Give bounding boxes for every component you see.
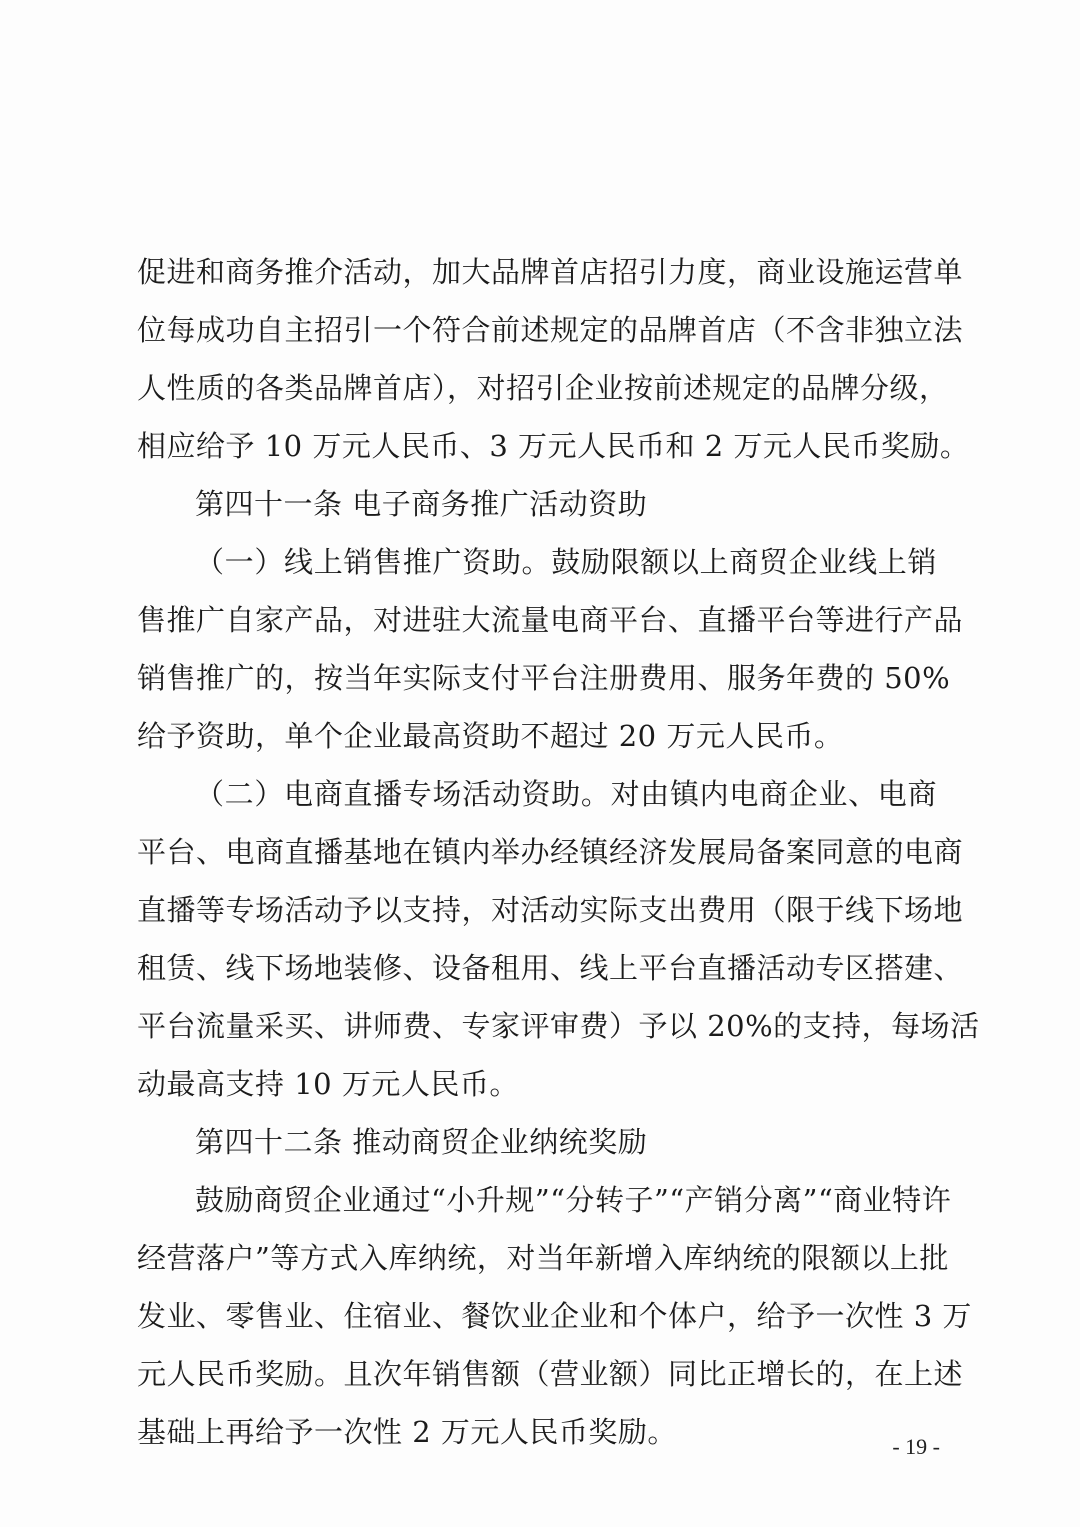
text-line: 相应给予 10 万元人民币、3 万元人民币和 2 万元人民币奖励。: [137, 429, 970, 463]
text-line: 平台流量采买、讲师费、专家评审费）予以 20%的支持，每场活: [137, 1009, 980, 1043]
text-line: 动最高支持 10 万元人民币。: [137, 1067, 519, 1101]
article-42-heading: 第四十二条 推动商贸企业纳统奖励: [195, 1125, 648, 1159]
text-line: 促进和商务推介活动，加大品牌首店招引力度，商业设施运营单: [137, 255, 964, 289]
text-line: 人性质的各类品牌首店），对招引企业按前述规定的品牌分级，: [137, 371, 949, 405]
text-line: 元人民币奖励。且次年销售额（营业额）同比正增长的，在上述: [137, 1357, 964, 1391]
text-line: 给予资助，单个企业最高资助不超过 20 万元人民币。: [137, 719, 844, 753]
text-line: 销售推广的，按当年实际支付平台注册费用、服务年费的 50%: [137, 661, 951, 695]
text-line: 位每成功自主招引一个符合前述规定的品牌首店（不含非独立法: [137, 313, 964, 347]
text-line: 平台、电商直播基地在镇内举办经镇经济发展局备案同意的电商: [137, 835, 964, 869]
text-line: 发业、零售业、住宿业、餐饮业企业和个体户，给予一次性 3 万: [137, 1299, 972, 1333]
article-41-heading: 第四十一条 电子商务推广活动资助: [195, 487, 648, 521]
text-line: （二）电商直播专场活动资助。对由镇内电商企业、电商: [195, 777, 937, 811]
paragraph-statistics-reward: [137, 1171, 972, 1461]
text-line: 基础上再给予一次性 2 万元人民币奖励。: [137, 1415, 677, 1449]
paragraph-online-sales-subsidy: [137, 533, 964, 765]
page-number: - 19 -: [892, 1434, 940, 1459]
paragraph-brand-store-reward: [137, 243, 970, 475]
text-line: 租赁、线下场地装修、设备租用、线上平台直播活动专区搭建、: [137, 951, 964, 985]
text-line: 直播等专场活动予以支持，对活动实际支出费用（限于线下场地: [137, 893, 964, 927]
text-line: （一）线上销售推广资助。鼓励限额以上商贸企业线上销: [195, 545, 937, 579]
text-line: 鼓励商贸企业通过“小升规”“分转子”“产销分离”“商业特许: [195, 1183, 952, 1217]
text-line: 经营落户”等方式入库纳统，对当年新增入库纳统的限额以上批: [137, 1241, 949, 1275]
page-body: [137, 243, 980, 1461]
paragraph-livestream-subsidy: [137, 765, 980, 1113]
text-line: 售推广自家产品，对进驻大流量电商平台、直播平台等进行产品: [137, 603, 964, 637]
